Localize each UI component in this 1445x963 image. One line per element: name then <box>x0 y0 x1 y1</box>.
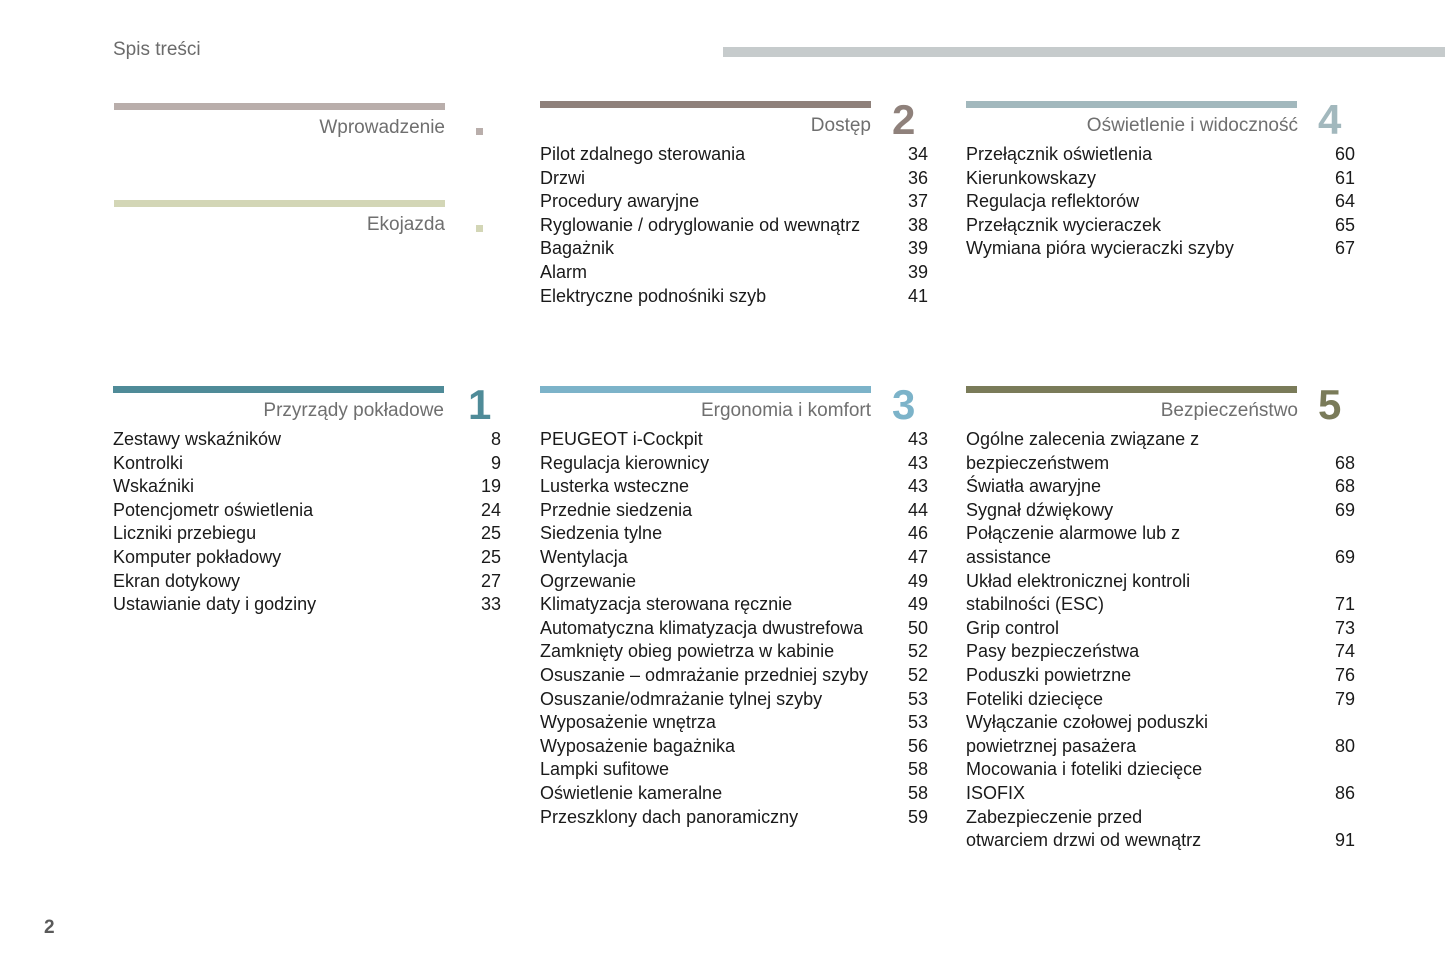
toc-entry[interactable] <box>540 475 928 499</box>
page-number: 2 <box>44 917 55 938</box>
toc-entry-label: Połączenie alarmowe lub z assistance <box>966 523 1181 567</box>
toc-entry-label: Wyłączanie czołowej poduszki powietrznej pasażera <box>966 712 1208 756</box>
toc-entry-page: 67 <box>1334 238 1355 259</box>
toc-entry-label: Ogólne zalecenia związane z bezpieczeństwem <box>966 429 1200 473</box>
toc-entry-page: 37 <box>907 191 928 212</box>
toc-entry[interactable] <box>540 640 928 664</box>
toc-entry-page: 60 <box>1334 144 1355 164</box>
toc-entry[interactable] <box>113 499 501 523</box>
toc-entry-page: 58 <box>907 759 928 780</box>
toc-entry[interactable] <box>540 546 928 570</box>
section-bar <box>540 101 871 108</box>
toc-entry-label: Foteliki dziecięce <box>966 688 1104 709</box>
toc-list <box>966 428 1355 853</box>
toc-entry-page: 43 <box>907 429 928 449</box>
toc-entry[interactable] <box>540 617 928 641</box>
toc-entry-page: 64 <box>1334 191 1355 212</box>
toc-entry-label: Poduszki powietrzne <box>966 664 1132 685</box>
toc-entry-label: Pilot zdalnego sterowania <box>540 144 746 164</box>
toc-entry-page: 43 <box>907 476 928 497</box>
toc-entry-page: 19 <box>480 476 501 497</box>
toc-entry[interactable] <box>540 711 928 735</box>
toc-entry-page: 50 <box>907 617 928 638</box>
toc-entry-label: Klimatyzacja sterowana ręcznie <box>540 594 793 615</box>
toc-entry[interactable] <box>966 214 1355 238</box>
toc-entry[interactable] <box>966 499 1355 523</box>
toc-entry[interactable] <box>540 499 928 523</box>
section-marker <box>476 225 483 232</box>
toc-entry-page: 27 <box>480 570 501 591</box>
section-bar <box>966 101 1297 108</box>
section-wprowadzenie <box>114 103 445 143</box>
toc-entry-page: 25 <box>480 523 501 544</box>
toc-entry-page: 36 <box>907 167 928 188</box>
toc-entry-label: Przednie siedzenia <box>540 499 693 520</box>
toc-entry-label: Sygnał dźwiękowy <box>966 499 1114 520</box>
toc-entry-label: Wymiana pióra wycieraczki szyby <box>966 238 1234 259</box>
toc-entry-page: 33 <box>480 594 501 615</box>
toc-entry[interactable] <box>966 522 1355 569</box>
toc-entry-label: Wentylacja <box>540 546 628 567</box>
toc-entry-label: Ustawianie daty i godziny <box>113 594 317 615</box>
toc-entry-page: 73 <box>1334 617 1355 638</box>
toc-entry-label: Zamknięty obieg powietrza w kabinie <box>540 641 835 662</box>
toc-entry-page: 56 <box>907 735 928 756</box>
toc-entry-page: 47 <box>907 546 928 567</box>
toc-entry[interactable] <box>540 167 928 191</box>
header-rule <box>723 47 1445 57</box>
section-number: 3 <box>892 381 916 428</box>
toc-entry[interactable] <box>540 735 928 759</box>
toc-entry-page: 58 <box>907 782 928 803</box>
toc-list <box>540 428 928 829</box>
toc-entry[interactable] <box>966 167 1355 191</box>
section-title[interactable]: Wprowadzenie <box>319 117 445 138</box>
toc-entry[interactable] <box>113 546 501 570</box>
toc-entry-label: Osuszanie – odmrażanie przedniej szyby <box>540 664 869 685</box>
section-number: 5 <box>1318 381 1342 428</box>
toc-entry-label: Komputer pokładowy <box>113 546 282 567</box>
toc-entry[interactable] <box>966 617 1355 641</box>
toc-entry[interactable] <box>540 782 928 806</box>
toc-entry-page: 59 <box>907 806 928 827</box>
toc-entry-label: Bagażnik <box>540 238 615 259</box>
toc-entry-page: 24 <box>480 499 501 520</box>
toc-entry[interactable] <box>113 522 501 546</box>
toc-entry[interactable] <box>540 593 928 617</box>
toc-entry[interactable] <box>540 522 928 546</box>
toc-entry-page: 69 <box>1334 546 1355 567</box>
toc-entry-page: 53 <box>907 688 928 709</box>
toc-entry-page: 80 <box>1334 735 1355 756</box>
toc-entry-label: PEUGEOT i-Cockpit <box>540 429 703 449</box>
toc-entry-page: 68 <box>1334 452 1355 473</box>
toc-entry-page: 91 <box>1334 830 1355 851</box>
toc-entry-label: Procedury awaryjne <box>540 191 700 212</box>
section-bar <box>114 200 445 207</box>
toc-entry-label: Lampki sufitowe <box>540 759 670 780</box>
toc-entry-page: 44 <box>907 499 928 520</box>
section-title[interactable]: Bezpieczeństwo <box>1160 400 1298 421</box>
toc-entry-label: Wskaźniki <box>113 476 195 497</box>
toc-entry-page: 46 <box>907 523 928 544</box>
toc-list <box>540 143 928 308</box>
toc-entry[interactable] <box>966 428 1355 475</box>
section-marker <box>476 128 483 135</box>
section-title[interactable]: Przyrządy pokładowe <box>263 400 444 421</box>
toc-entry-label: Przełącznik oświetlenia <box>966 144 1153 164</box>
toc-entry-label: Oświetlenie kameralne <box>540 782 723 803</box>
toc-entry-label: Regulacja kierownicy <box>540 452 710 473</box>
toc-entry-page: 39 <box>907 261 928 282</box>
section-title[interactable]: Ergonomia i komfort <box>700 400 871 421</box>
toc-entry[interactable] <box>540 214 928 238</box>
toc-entry-label: Grip control <box>966 617 1060 638</box>
toc-entry-label: Mocowania i foteliki dziecięce ISOFIX <box>966 759 1203 803</box>
toc-entry[interactable] <box>966 640 1355 664</box>
section-title[interactable]: Oświetlenie i widoczność <box>1086 115 1298 136</box>
toc-entry[interactable] <box>540 806 928 830</box>
toc-entry[interactable] <box>966 475 1355 499</box>
toc-entry-label: Alarm <box>540 261 588 282</box>
toc-entry-page: 53 <box>907 712 928 733</box>
toc-entry-label: Ryglowanie / odryglowanie od wewnątrz <box>540 214 861 235</box>
toc-entry-label: Przeszklony dach panoramiczny <box>540 806 799 827</box>
section-bar <box>540 386 871 393</box>
toc-entry[interactable] <box>540 237 928 261</box>
page-header-title: Spis treści <box>113 39 201 60</box>
toc-entry[interactable] <box>540 190 928 214</box>
toc-entry[interactable] <box>540 261 928 285</box>
toc-entry[interactable] <box>540 143 928 167</box>
toc-entry[interactable] <box>966 143 1355 167</box>
toc-entry[interactable] <box>540 664 928 688</box>
section-number: 4 <box>1318 96 1342 143</box>
toc-list <box>113 428 501 617</box>
toc-entry-label: Kontrolki <box>113 452 184 473</box>
toc-entry-label: Liczniki przebiegu <box>113 523 257 544</box>
section-bar <box>114 103 445 110</box>
toc-entry-label: Ekran dotykowy <box>113 570 241 591</box>
toc-entry-page: 43 <box>907 452 928 473</box>
toc-entry[interactable] <box>966 758 1355 805</box>
toc-entry[interactable] <box>966 806 1355 853</box>
section-title[interactable]: Ekojazda <box>366 214 445 235</box>
toc-entry-page: 34 <box>907 144 928 164</box>
toc-entry-label: Wyposażenie wnętrza <box>540 712 716 733</box>
toc-entry[interactable] <box>966 711 1355 758</box>
toc-entry-label: Zabezpieczenie przed otwarciem drzwi od wewnątrz <box>966 806 1202 851</box>
toc-entry-label: Potencjometr oświetlenia <box>113 499 314 520</box>
toc-entry-page: 49 <box>907 570 928 591</box>
toc-entry-page: 52 <box>907 641 928 662</box>
toc-entry[interactable] <box>540 428 928 452</box>
toc-entry-page: 52 <box>907 664 928 685</box>
toc-entry-label: Światła awaryjne <box>966 476 1102 497</box>
section-title[interactable]: Dostęp <box>810 115 871 136</box>
toc-entry-page: 8 <box>490 429 501 449</box>
toc-entry[interactable] <box>540 688 928 712</box>
toc-entry-label: Elektryczne podnośniki szyb <box>540 285 767 306</box>
toc-entry-page: 39 <box>907 238 928 259</box>
toc-list <box>966 143 1355 261</box>
toc-entry[interactable] <box>966 688 1355 712</box>
toc-entry-label: Kierunkowskazy <box>966 167 1097 188</box>
toc-entry-label: Ogrzewanie <box>540 570 637 591</box>
toc-entry-label: Wyposażenie bagażnika <box>540 735 735 756</box>
toc-entry[interactable] <box>966 570 1355 617</box>
toc-entry-page: 25 <box>480 546 501 567</box>
toc-entry-page: 68 <box>1334 476 1355 497</box>
toc-entry-page: 76 <box>1334 664 1355 685</box>
toc-entry-page: 38 <box>907 214 928 235</box>
toc-entry-page: 65 <box>1334 214 1355 235</box>
section-ekojazda <box>114 200 445 240</box>
toc-entry-label: Drzwi <box>540 167 585 188</box>
toc-entry-page: 61 <box>1334 167 1355 188</box>
toc-entry-page: 41 <box>907 285 928 306</box>
toc-entry-page: 9 <box>490 452 501 473</box>
toc-entry-label: Przełącznik wycieraczek <box>966 214 1162 235</box>
toc-entry[interactable] <box>966 237 1355 261</box>
toc-entry-label: Regulacja reflektorów <box>966 191 1140 212</box>
toc-entry-label: Zestawy wskaźników <box>113 429 282 449</box>
toc-entry-page: 74 <box>1334 641 1355 662</box>
toc-entry[interactable] <box>113 428 501 452</box>
toc-entry[interactable] <box>113 570 501 594</box>
toc-entry[interactable] <box>113 475 501 499</box>
toc-entry-page: 86 <box>1334 782 1355 803</box>
toc-entry-label: Osuszanie/odmrażanie tylnej szyby <box>540 688 823 709</box>
toc-entry[interactable] <box>966 664 1355 688</box>
toc-entry[interactable] <box>540 452 928 476</box>
toc-entry-page: 49 <box>907 594 928 615</box>
toc-entry[interactable] <box>113 593 501 617</box>
toc-entry[interactable] <box>540 570 928 594</box>
toc-entry-label: Siedzenia tylne <box>540 523 663 544</box>
toc-entry-page: 71 <box>1334 594 1355 615</box>
section-number: 2 <box>892 96 916 143</box>
toc-entry[interactable] <box>966 190 1355 214</box>
toc-entry[interactable] <box>540 285 928 309</box>
toc-entry[interactable] <box>113 452 501 476</box>
toc-entry[interactable] <box>540 758 928 782</box>
toc-entry-page: 79 <box>1334 688 1355 709</box>
toc-entry-label: Automatyczna klimatyzacja dwustrefowa <box>540 617 864 638</box>
section-number: 1 <box>468 381 492 428</box>
toc-entry-label: Układ elektronicznej kontroli stabilności (ESC) <box>966 570 1191 615</box>
toc-entry-label: Pasy bezpieczeństwa <box>966 641 1140 662</box>
toc-entry-label: Lusterka wsteczne <box>540 476 690 497</box>
section-bar <box>113 386 444 393</box>
toc-entry-page: 69 <box>1334 499 1355 520</box>
section-bar <box>966 386 1297 393</box>
